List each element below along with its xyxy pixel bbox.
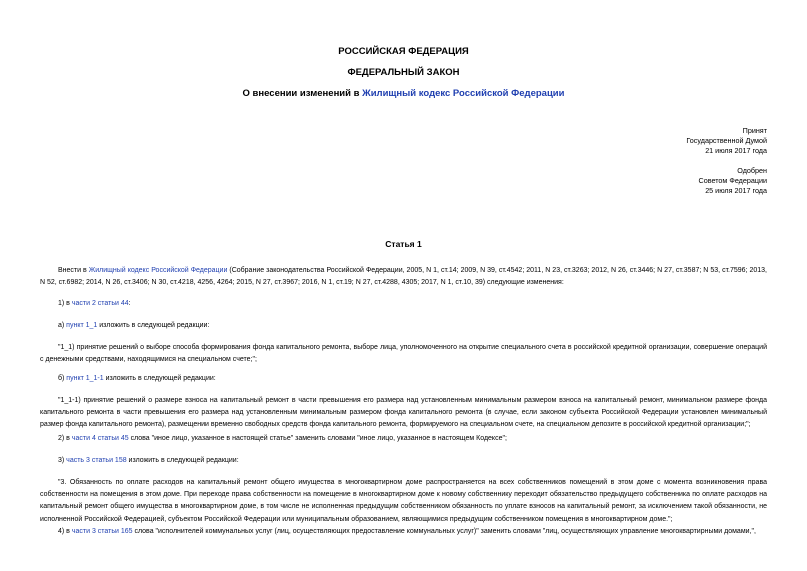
paragraph-quote-1-1-1: "1_1-1) принятие решений о размере взноса на капитальный ремонт в части превышения его размера над установленным минимальным размером взноса на капитальный ремонт, минимальном размере фонда капитального ремонта в части превышения его размера над установленным минимальным размером фонда капитального ремонта (в случае, если законом субъекта Российской Федерации установлен минимальный размер фонда капитального ремонта), размещении временно свободных средств фонда капитального ремонта, формируемого на специальном счете, на специальном депозите в российской кредитной организации;"; (40, 397, 767, 429)
text-span: 4) в (58, 528, 72, 535)
law-type-heading: ФЕДЕРАЛЬНЫЙ ЗАКОН (347, 67, 460, 78)
text-span: Внести в (58, 267, 89, 274)
text-span: : (128, 300, 131, 307)
approved-date: 25 июля 2017 года (705, 186, 767, 195)
text-span: 2) в (58, 435, 72, 442)
accepted-block (686, 126, 767, 156)
country-heading: РОССИЙСКАЯ ФЕДЕРАЦИЯ (338, 46, 469, 57)
text-span: а) (58, 322, 67, 329)
text-span: 1) в (58, 300, 72, 307)
clause-1-1-link[interactable]: пункт 1_1 (66, 322, 98, 329)
article-165-link[interactable]: части 3 статьи 165 (71, 528, 133, 535)
text-span: слова "иное лицо, указанное в настоящей статье" заменить словами "иное лицо, указанное в настоящем Кодексе"; (128, 435, 507, 442)
text-span: изложить в следующей редакции: (97, 322, 210, 329)
article-45-link[interactable]: части 4 статьи 45 (71, 435, 129, 442)
accepted-body: Государственной Думой (686, 136, 767, 145)
paragraph-item-1b (58, 373, 767, 385)
clause-1-1-1-link[interactable]: пункт 1_1-1 (66, 375, 104, 382)
paragraph-item-2 (58, 433, 767, 445)
paragraph-intro (40, 265, 767, 289)
paragraph-item-3 (58, 455, 767, 467)
text-span: изложить в следующей редакции: (126, 457, 239, 464)
accepted-date: 21 июля 2017 года (705, 146, 767, 155)
approved-label: Одобрен (737, 166, 767, 175)
approved-block (699, 166, 767, 196)
paragraph-item-1 (58, 298, 767, 310)
approved-body: Советом Федерации (698, 176, 767, 185)
housing-code-link-2[interactable]: Жилищный кодекс Российской Федерации (88, 267, 228, 274)
paragraph-quote-1-1: "1_1) принятие решений о выборе способа формирования фонда капитального ремонта, выборе лица, уполномоченного на открытие специального счета в российской кредитной организации, совершение операций с денежными средствами, находящимися на специальном счете;"; (40, 344, 767, 364)
text-span: 3) (58, 457, 67, 464)
paragraph-quote-part-3: "3. Обязанность по оплате расходов на капитальный ремонт общего имущества в многоквартирном доме распространяется на всех собственников помещений в этом доме с момента возникновения права собственности на помещения в этом доме. При переходе права собственности на помещение в многоквартирном доме к новому собственнику переходит обязательство предыдущего собственника по оплате расходов на капитальный ремонт общего имущества в многоквартирном доме, в том числе не исполненная предыдущим собственником обязанность по уплате взносов на капитальный ремонт, за исключением такой обязанности, не исполненной Российской Федерацией, субъектом Российской Федерации или муниципальным образованием, являющимися предыдущим собственником помещения в многоквартирном доме."; (40, 479, 767, 523)
text-span: изложить в следующей редакции: (103, 375, 216, 382)
paragraph-item-4 (58, 526, 767, 538)
paragraph-item-1a (58, 320, 767, 332)
housing-code-link[interactable]: Жилищный кодекс Российской Федерации (362, 88, 565, 99)
accepted-label: Принят (742, 126, 767, 135)
law-title-prefix: О внесении изменений в (242, 88, 363, 99)
law-title (0, 88, 807, 99)
article-158-link[interactable]: часть 3 статьи 158 (66, 457, 127, 464)
text-span: (Собрание законодательства Российской Федерации, 2005, N 1, ст.14; 2009, N 39, ст.4542; 2011, N 23, ст.3263; 2012, N 26, ст.3446; N 27, ст.3587; N 53, ст.7596; 2013, N 52, ст.6982; 2014, N 26, ст.3406; N 30, ст.4218, 4256, 4264; 2015, N 27, ст.3967; 2016, N 1, ст.19; N 27, ст.4288, 4305; 2017, N 1, ст.10, 39) следующие изменения: (40, 267, 767, 287)
article-44-link[interactable]: части 2 статьи 44 (71, 300, 129, 307)
article-heading: Статья 1 (385, 239, 422, 249)
text-span: б) (58, 375, 67, 382)
text-span: слова "исполнителей коммунальных услуг (лиц, осуществляющих предоставление коммунальных услуг)" заменить словами "лиц, осуществляющих управление многоквартирными домами,", (132, 528, 756, 535)
